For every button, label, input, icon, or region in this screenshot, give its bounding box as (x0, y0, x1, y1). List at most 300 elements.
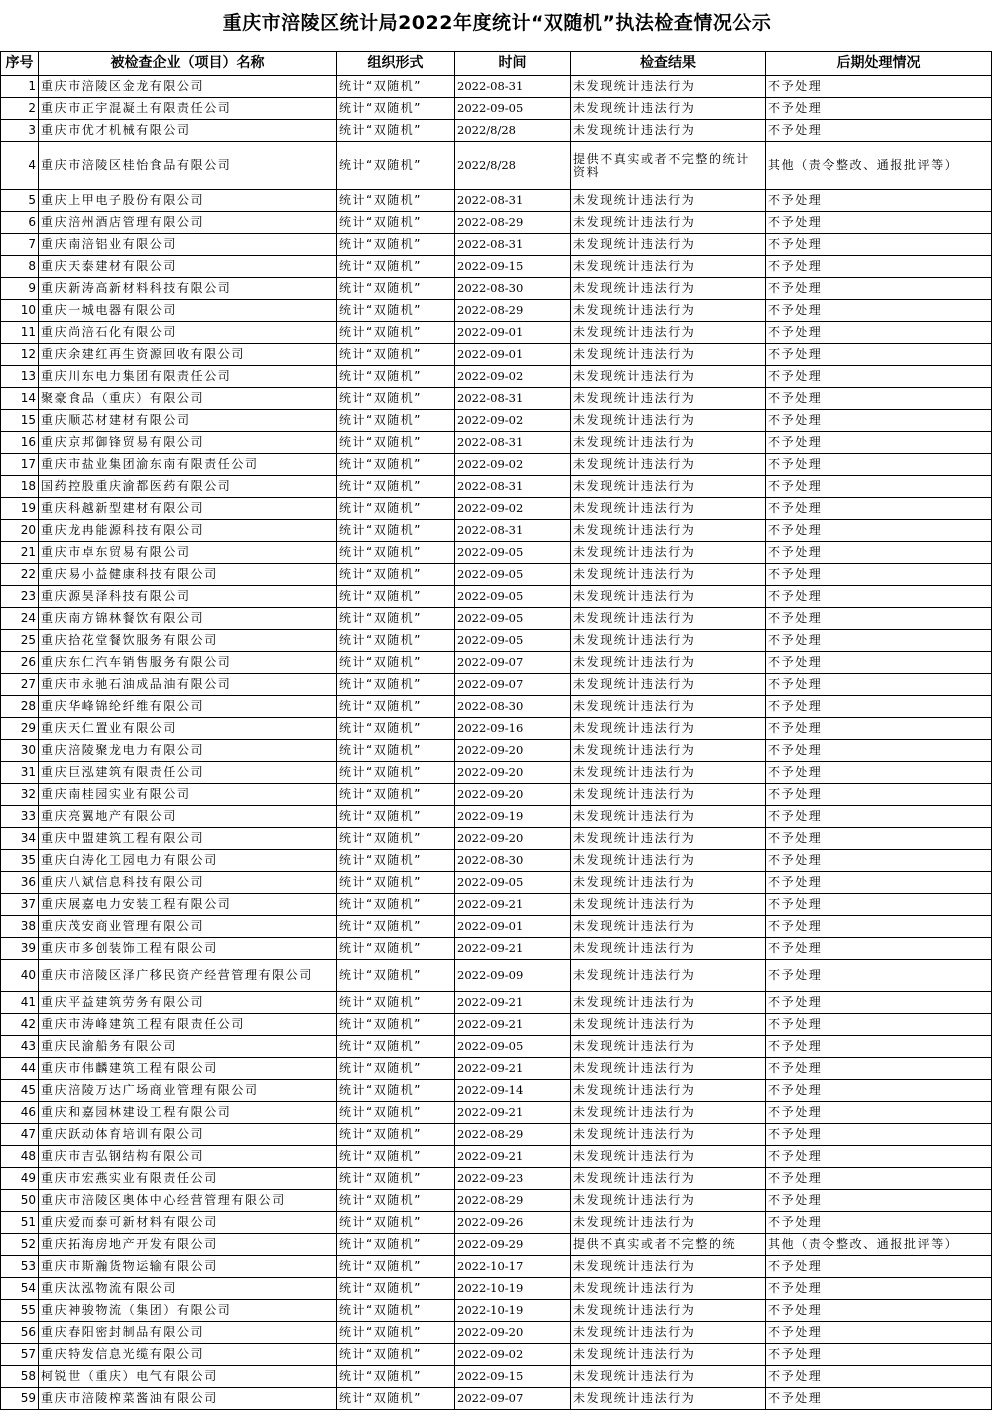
follow-up-action: 不予处理 (766, 234, 992, 256)
row-index: 9 (1, 278, 39, 300)
table-row (1, 1388, 992, 1410)
company-name: 重庆南涪铝业有限公司 (39, 234, 337, 256)
table-row (1, 1014, 992, 1036)
company-name: 重庆易小益健康科技有限公司 (39, 564, 337, 586)
inspection-date: 2022-09-20 (455, 762, 571, 784)
row-index: 25 (1, 630, 39, 652)
inspection-result: 未发现统计违法行为 (571, 1278, 766, 1300)
follow-up-action: 其他（责令整改、通报批评等） (766, 142, 992, 190)
inspection-date: 2022-09-05 (455, 608, 571, 630)
header-action: 后期处理情况 (766, 52, 992, 76)
table-row (1, 476, 992, 498)
follow-up-action: 不予处理 (766, 586, 992, 608)
company-name: 重庆和嘉园林建设工程有限公司 (39, 1102, 337, 1124)
org-form: 统计“双随机” (337, 586, 455, 608)
inspection-date: 2022-09-23 (455, 1168, 571, 1190)
company-name: 重庆上甲电子股份有限公司 (39, 190, 337, 212)
table-row (1, 1256, 992, 1278)
company-name: 重庆源昊泽科技有限公司 (39, 586, 337, 608)
inspection-date: 2022-08-31 (455, 76, 571, 98)
follow-up-action: 不予处理 (766, 762, 992, 784)
company-name: 重庆涪州酒店管理有限公司 (39, 212, 337, 234)
org-form: 统计“双随机” (337, 1014, 455, 1036)
org-form: 统计“双随机” (337, 806, 455, 828)
company-name: 国药控股重庆渝都医药有限公司 (39, 476, 337, 498)
org-form: 统计“双随机” (337, 1080, 455, 1102)
inspection-date: 2022-09-20 (455, 740, 571, 762)
company-name: 重庆市涪陵区桂怡食品有限公司 (39, 142, 337, 190)
row-index: 57 (1, 1344, 39, 1366)
table-row (1, 916, 992, 938)
inspection-date: 2022/8/28 (455, 142, 571, 190)
inspection-result: 未发现统计违法行为 (571, 476, 766, 498)
follow-up-action: 不予处理 (766, 212, 992, 234)
inspection-result: 未发现统计违法行为 (571, 564, 766, 586)
org-form: 统计“双随机” (337, 1146, 455, 1168)
follow-up-action: 不予处理 (766, 432, 992, 454)
company-name: 重庆拓海房地产开发有限公司 (39, 1234, 337, 1256)
inspection-result: 未发现统计违法行为 (571, 894, 766, 916)
company-name: 重庆天仁置业有限公司 (39, 718, 337, 740)
org-form: 统计“双随机” (337, 894, 455, 916)
table-row (1, 1146, 992, 1168)
org-form: 统计“双随机” (337, 630, 455, 652)
table-row (1, 1058, 992, 1080)
inspection-date: 2022-09-05 (455, 98, 571, 120)
table-row (1, 784, 992, 806)
follow-up-action: 不予处理 (766, 828, 992, 850)
inspection-result: 未发现统计违法行为 (571, 608, 766, 630)
org-form: 统计“双随机” (337, 432, 455, 454)
inspection-result: 未发现统计违法行为 (571, 300, 766, 322)
org-form: 统计“双随机” (337, 1278, 455, 1300)
inspection-date: 2022-09-01 (455, 344, 571, 366)
org-form: 统计“双随机” (337, 1256, 455, 1278)
follow-up-action: 不予处理 (766, 1388, 992, 1410)
row-index: 7 (1, 234, 39, 256)
follow-up-action: 不予处理 (766, 76, 992, 98)
inspection-date: 2022-10-19 (455, 1300, 571, 1322)
inspection-date: 2022-09-14 (455, 1080, 571, 1102)
table-row (1, 1036, 992, 1058)
row-index: 20 (1, 520, 39, 542)
table-row (1, 542, 992, 564)
org-form: 统计“双随机” (337, 520, 455, 542)
inspection-result: 未发现统计违法行为 (571, 696, 766, 718)
company-name: 聚豪食品（重庆）有限公司 (39, 388, 337, 410)
org-form: 统计“双随机” (337, 1058, 455, 1080)
page-title: 重庆市涪陵区统计局2022年度统计“双随机”执法检查情况公示 (222, 12, 772, 34)
table-row (1, 586, 992, 608)
org-form: 统计“双随机” (337, 300, 455, 322)
follow-up-action: 不予处理 (766, 850, 992, 872)
follow-up-action: 不予处理 (766, 916, 992, 938)
follow-up-action: 不予处理 (766, 1344, 992, 1366)
company-name: 重庆民渝船务有限公司 (39, 1036, 337, 1058)
table-row (1, 1278, 992, 1300)
company-name: 重庆展嘉电力安装工程有限公司 (39, 894, 337, 916)
company-name: 重庆神骏物流（集团）有限公司 (39, 1300, 337, 1322)
row-index: 2 (1, 98, 39, 120)
table-row (1, 1344, 992, 1366)
follow-up-action: 不予处理 (766, 542, 992, 564)
inspection-result: 未发现统计违法行为 (571, 960, 766, 992)
inspection-date: 2022-08-31 (455, 388, 571, 410)
row-index: 51 (1, 1212, 39, 1234)
table-row (1, 674, 992, 696)
inspection-result: 未发现统计违法行为 (571, 1256, 766, 1278)
inspection-date: 2022-08-30 (455, 278, 571, 300)
follow-up-action: 不予处理 (766, 1036, 992, 1058)
row-index: 26 (1, 652, 39, 674)
follow-up-action: 不予处理 (766, 498, 992, 520)
row-index: 33 (1, 806, 39, 828)
row-index: 42 (1, 1014, 39, 1036)
inspection-date: 2022-09-19 (455, 806, 571, 828)
company-name: 重庆茂安商业管理有限公司 (39, 916, 337, 938)
company-name: 重庆市卓东贸易有限公司 (39, 542, 337, 564)
inspection-date: 2022-08-29 (455, 300, 571, 322)
row-index: 19 (1, 498, 39, 520)
follow-up-action: 不予处理 (766, 630, 992, 652)
company-name: 重庆涪陵万达广场商业管理有限公司 (39, 1080, 337, 1102)
company-name: 重庆汰泓物流有限公司 (39, 1278, 337, 1300)
row-index: 12 (1, 344, 39, 366)
org-form: 统计“双随机” (337, 960, 455, 992)
org-form: 统计“双随机” (337, 278, 455, 300)
inspection-date: 2022-09-15 (455, 256, 571, 278)
inspection-date: 2022-09-26 (455, 1212, 571, 1234)
org-form: 统计“双随机” (337, 344, 455, 366)
inspection-result: 未发现统计违法行为 (571, 520, 766, 542)
table-row (1, 564, 992, 586)
org-form: 统计“双随机” (337, 740, 455, 762)
inspection-date: 2022-08-31 (455, 190, 571, 212)
follow-up-action: 不予处理 (766, 322, 992, 344)
company-name: 重庆白涛化工园电力有限公司 (39, 850, 337, 872)
inspection-result: 未发现统计违法行为 (571, 1190, 766, 1212)
follow-up-action: 其他（责令整改、通报批评等） (766, 1234, 992, 1256)
org-form: 统计“双随机” (337, 872, 455, 894)
inspection-result: 未发现统计违法行为 (571, 938, 766, 960)
org-form: 统计“双随机” (337, 828, 455, 850)
org-form: 统计“双随机” (337, 1322, 455, 1344)
inspection-date: 2022-08-31 (455, 476, 571, 498)
table-row (1, 630, 992, 652)
inspection-date: 2022-09-20 (455, 784, 571, 806)
follow-up-action: 不予处理 (766, 410, 992, 432)
inspection-date: 2022-08-29 (455, 212, 571, 234)
inspection-date: 2022-09-01 (455, 322, 571, 344)
table-body (1, 76, 992, 1410)
company-name: 重庆涪陵聚龙电力有限公司 (39, 740, 337, 762)
table-row (1, 1080, 992, 1102)
row-index: 27 (1, 674, 39, 696)
company-name: 重庆南桂园实业有限公司 (39, 784, 337, 806)
table-row (1, 1300, 992, 1322)
table-row (1, 212, 992, 234)
org-form: 统计“双随机” (337, 1234, 455, 1256)
company-name: 重庆京邦御锋贸易有限公司 (39, 432, 337, 454)
follow-up-action: 不予处理 (766, 1212, 992, 1234)
company-name: 重庆天泰建材有限公司 (39, 256, 337, 278)
row-index: 6 (1, 212, 39, 234)
inspection-result: 未发现统计违法行为 (571, 432, 766, 454)
follow-up-action: 不予处理 (766, 1168, 992, 1190)
table-row (1, 850, 992, 872)
follow-up-action: 不予处理 (766, 608, 992, 630)
row-index: 59 (1, 1388, 39, 1410)
inspection-result: 未发现统计违法行为 (571, 1124, 766, 1146)
table-row (1, 1124, 992, 1146)
inspection-result: 未发现统计违法行为 (571, 344, 766, 366)
row-index: 14 (1, 388, 39, 410)
follow-up-action: 不予处理 (766, 1300, 992, 1322)
org-form: 统计“双随机” (337, 784, 455, 806)
table-row (1, 410, 992, 432)
inspection-date: 2022-09-02 (455, 366, 571, 388)
inspection-date: 2022-08-31 (455, 234, 571, 256)
table-row (1, 806, 992, 828)
company-name: 重庆平益建筑劳务有限公司 (39, 992, 337, 1014)
org-form: 统计“双随机” (337, 916, 455, 938)
company-name: 重庆市涪陵区金龙有限公司 (39, 76, 337, 98)
inspection-date: 2022/8/28 (455, 120, 571, 142)
header-date: 时间 (455, 52, 571, 76)
row-index: 40 (1, 960, 39, 992)
row-index: 17 (1, 454, 39, 476)
inspection-result: 未发现统计违法行为 (571, 1388, 766, 1410)
inspection-date: 2022-08-31 (455, 520, 571, 542)
row-index: 28 (1, 696, 39, 718)
inspection-result: 未发现统计违法行为 (571, 1344, 766, 1366)
follow-up-action: 不予处理 (766, 1124, 992, 1146)
follow-up-action: 不予处理 (766, 190, 992, 212)
inspection-result: 未发现统计违法行为 (571, 256, 766, 278)
inspection-date: 2022-09-20 (455, 1322, 571, 1344)
company-name: 重庆龙冉能源科技有限公司 (39, 520, 337, 542)
company-name: 重庆跃动体育培训有限公司 (39, 1124, 337, 1146)
row-index: 46 (1, 1102, 39, 1124)
table-row (1, 718, 992, 740)
follow-up-action: 不予处理 (766, 1080, 992, 1102)
inspection-result: 未发现统计违法行为 (571, 1080, 766, 1102)
follow-up-action: 不予处理 (766, 366, 992, 388)
inspection-result: 未发现统计违法行为 (571, 992, 766, 1014)
row-index: 34 (1, 828, 39, 850)
org-form: 统计“双随机” (337, 234, 455, 256)
inspection-date: 2022-10-19 (455, 1278, 571, 1300)
inspection-date: 2022-09-02 (455, 454, 571, 476)
org-form: 统计“双随机” (337, 212, 455, 234)
table-row (1, 344, 992, 366)
company-name: 重庆新涛高新材料科技有限公司 (39, 278, 337, 300)
company-name: 柯锐世（重庆）电气有限公司 (39, 1366, 337, 1388)
org-form: 统计“双随机” (337, 564, 455, 586)
row-index: 15 (1, 410, 39, 432)
table-row (1, 278, 992, 300)
org-form: 统计“双随机” (337, 388, 455, 410)
inspection-date: 2022-09-29 (455, 1234, 571, 1256)
header-form: 组织形式 (337, 52, 455, 76)
inspection-result: 未发现统计违法行为 (571, 234, 766, 256)
inspection-result: 未发现统计违法行为 (571, 916, 766, 938)
org-form: 统计“双随机” (337, 762, 455, 784)
table-row (1, 938, 992, 960)
company-name: 重庆华峰锦纶纤维有限公司 (39, 696, 337, 718)
inspection-result: 未发现统计违法行为 (571, 828, 766, 850)
row-index: 54 (1, 1278, 39, 1300)
table-row (1, 190, 992, 212)
company-name: 重庆市斯瀚货物运输有限公司 (39, 1256, 337, 1278)
table-row (1, 366, 992, 388)
follow-up-action: 不予处理 (766, 278, 992, 300)
inspection-result: 未发现统计违法行为 (571, 850, 766, 872)
inspection-date: 2022-09-05 (455, 564, 571, 586)
row-index: 5 (1, 190, 39, 212)
row-index: 47 (1, 1124, 39, 1146)
follow-up-action: 不予处理 (766, 1014, 992, 1036)
inspection-date: 2022-09-15 (455, 1366, 571, 1388)
company-name: 重庆爱而泰可新材料有限公司 (39, 1212, 337, 1234)
table-row (1, 652, 992, 674)
inspection-date: 2022-08-29 (455, 1190, 571, 1212)
inspection-result: 未发现统计违法行为 (571, 806, 766, 828)
org-form: 统计“双随机” (337, 1036, 455, 1058)
follow-up-action: 不予处理 (766, 740, 992, 762)
company-name: 重庆市永驰石油成品油有限公司 (39, 674, 337, 696)
row-index: 29 (1, 718, 39, 740)
inspection-date: 2022-09-02 (455, 410, 571, 432)
inspection-result: 未发现统计违法行为 (571, 872, 766, 894)
org-form: 统计“双随机” (337, 696, 455, 718)
inspection-result: 未发现统计违法行为 (571, 1366, 766, 1388)
company-name: 重庆特发信息光缆有限公司 (39, 1344, 337, 1366)
org-form: 统计“双随机” (337, 674, 455, 696)
org-form: 统计“双随机” (337, 1388, 455, 1410)
company-name: 重庆川东电力集团有限责任公司 (39, 366, 337, 388)
row-index: 13 (1, 366, 39, 388)
org-form: 统计“双随机” (337, 498, 455, 520)
inspection-result: 提供不真实或者不完整的统 (571, 1234, 766, 1256)
row-index: 22 (1, 564, 39, 586)
inspection-date: 2022-09-20 (455, 828, 571, 850)
inspection-result: 未发现统计违法行为 (571, 674, 766, 696)
row-index: 3 (1, 120, 39, 142)
inspection-date: 2022-09-05 (455, 630, 571, 652)
row-index: 30 (1, 740, 39, 762)
follow-up-action: 不予处理 (766, 696, 992, 718)
follow-up-action: 不予处理 (766, 652, 992, 674)
inspection-date: 2022-09-07 (455, 1388, 571, 1410)
row-index: 44 (1, 1058, 39, 1080)
inspection-result: 未发现统计违法行为 (571, 784, 766, 806)
table-row (1, 322, 992, 344)
org-form: 统计“双随机” (337, 1366, 455, 1388)
inspection-result: 未发现统计违法行为 (571, 630, 766, 652)
company-name: 重庆市吉弘钢结构有限公司 (39, 1146, 337, 1168)
row-index: 39 (1, 938, 39, 960)
company-name: 重庆市多创装饰工程有限公司 (39, 938, 337, 960)
follow-up-action: 不予处理 (766, 1146, 992, 1168)
inspection-result: 未发现统计违法行为 (571, 1014, 766, 1036)
company-name: 重庆科越新型建材有限公司 (39, 498, 337, 520)
inspection-date: 2022-09-21 (455, 1146, 571, 1168)
table-row (1, 960, 992, 992)
follow-up-action: 不予处理 (766, 1322, 992, 1344)
inspection-date: 2022-08-30 (455, 850, 571, 872)
table-row (1, 432, 992, 454)
org-form: 统计“双随机” (337, 476, 455, 498)
follow-up-action: 不予处理 (766, 938, 992, 960)
table-row (1, 696, 992, 718)
row-index: 49 (1, 1168, 39, 1190)
table-row (1, 1234, 992, 1256)
inspection-result: 未发现统计违法行为 (571, 1300, 766, 1322)
inspection-result: 未发现统计违法行为 (571, 1168, 766, 1190)
company-name: 重庆拾花堂餐饮服务有限公司 (39, 630, 337, 652)
row-index: 10 (1, 300, 39, 322)
company-name: 重庆市涪陵区奥体中心经营管理有限公司 (39, 1190, 337, 1212)
company-name: 重庆市伟麟建筑工程有限公司 (39, 1058, 337, 1080)
row-index: 8 (1, 256, 39, 278)
row-index: 38 (1, 916, 39, 938)
org-form: 统计“双随机” (337, 1344, 455, 1366)
org-form: 统计“双随机” (337, 76, 455, 98)
inspection-date: 2022-09-01 (455, 916, 571, 938)
table-row (1, 1212, 992, 1234)
company-name: 重庆市优才机械有限公司 (39, 120, 337, 142)
inspection-date: 2022-09-09 (455, 960, 571, 992)
follow-up-action: 不予处理 (766, 992, 992, 1014)
table-row (1, 142, 992, 190)
follow-up-action: 不予处理 (766, 256, 992, 278)
table-row (1, 872, 992, 894)
row-index: 55 (1, 1300, 39, 1322)
org-form: 统计“双随机” (337, 410, 455, 432)
inspection-result: 未发现统计违法行为 (571, 740, 766, 762)
inspection-date: 2022-09-02 (455, 498, 571, 520)
table-row (1, 520, 992, 542)
follow-up-action: 不予处理 (766, 454, 992, 476)
org-form: 统计“双随机” (337, 992, 455, 1014)
inspection-result: 未发现统计违法行为 (571, 190, 766, 212)
org-form: 统计“双随机” (337, 322, 455, 344)
table-row (1, 608, 992, 630)
org-form: 统计“双随机” (337, 1168, 455, 1190)
follow-up-action: 不予处理 (766, 1256, 992, 1278)
inspection-table (0, 51, 992, 1410)
company-name: 重庆东仁汽车销售服务有限公司 (39, 652, 337, 674)
follow-up-action: 不予处理 (766, 388, 992, 410)
follow-up-action: 不予处理 (766, 564, 992, 586)
table-row (1, 234, 992, 256)
follow-up-action: 不予处理 (766, 1278, 992, 1300)
table-row (1, 76, 992, 98)
follow-up-action: 不予处理 (766, 718, 992, 740)
inspection-result: 未发现统计违法行为 (571, 1102, 766, 1124)
table-row (1, 498, 992, 520)
table-row (1, 98, 992, 120)
org-form: 统计“双随机” (337, 652, 455, 674)
follow-up-action: 不予处理 (766, 300, 992, 322)
row-index: 16 (1, 432, 39, 454)
inspection-date: 2022-08-29 (455, 1124, 571, 1146)
inspection-result: 未发现统计违法行为 (571, 498, 766, 520)
company-name: 重庆南方锦林餐饮有限公司 (39, 608, 337, 630)
company-name: 重庆顺芯材建材有限公司 (39, 410, 337, 432)
follow-up-action: 不予处理 (766, 784, 992, 806)
